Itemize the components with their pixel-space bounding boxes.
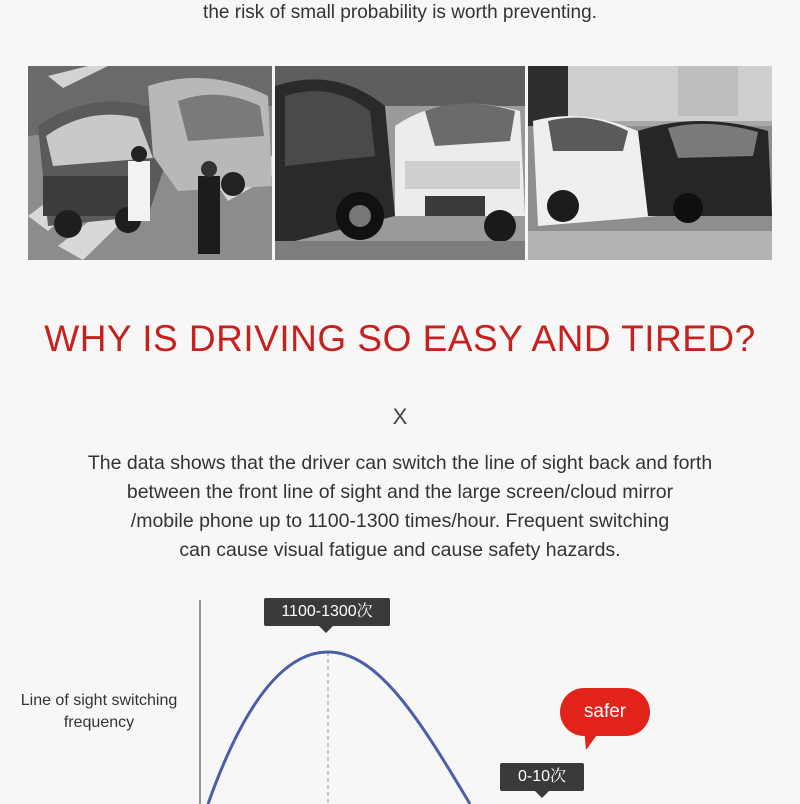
safer-speech-bubble (560, 688, 650, 736)
accident-photo-intersection (28, 66, 272, 260)
intro-text: the risk of small probability is worth preventing. (203, 2, 597, 23)
accident-photo-parking (275, 66, 525, 260)
safer-label: safer (583, 701, 627, 722)
peak-frequency-badge: 1100-1300次 (264, 598, 390, 626)
y-label-line: Line of sight switching (20, 692, 178, 709)
paragraph-line: can cause visual fatigue and cause safety hazards. (179, 539, 621, 561)
paragraph-line: between the front line of sight and the large screen/cloud mirror (126, 481, 674, 503)
paragraph-line: The data shows that the driver can switch the line of sight back and forth (87, 452, 713, 474)
speech-tail-icon (582, 728, 604, 752)
x-divider-mark: X (392, 404, 408, 429)
page-headline: WHY IS DRIVING SO EASY AND TIRED? (44, 318, 756, 359)
y-label-line: frequency (63, 714, 135, 731)
accident-photo-street (528, 66, 772, 260)
graph-y-axis-label (6, 690, 192, 734)
frequency-curve (208, 652, 470, 804)
accident-photo-strip (28, 66, 772, 260)
paragraph-line: /mobile phone up to 1100-1300 times/hour. Frequent switching (130, 510, 670, 532)
explanation-paragraph (30, 449, 770, 565)
low-frequency-badge: 0-10次 (500, 763, 584, 791)
